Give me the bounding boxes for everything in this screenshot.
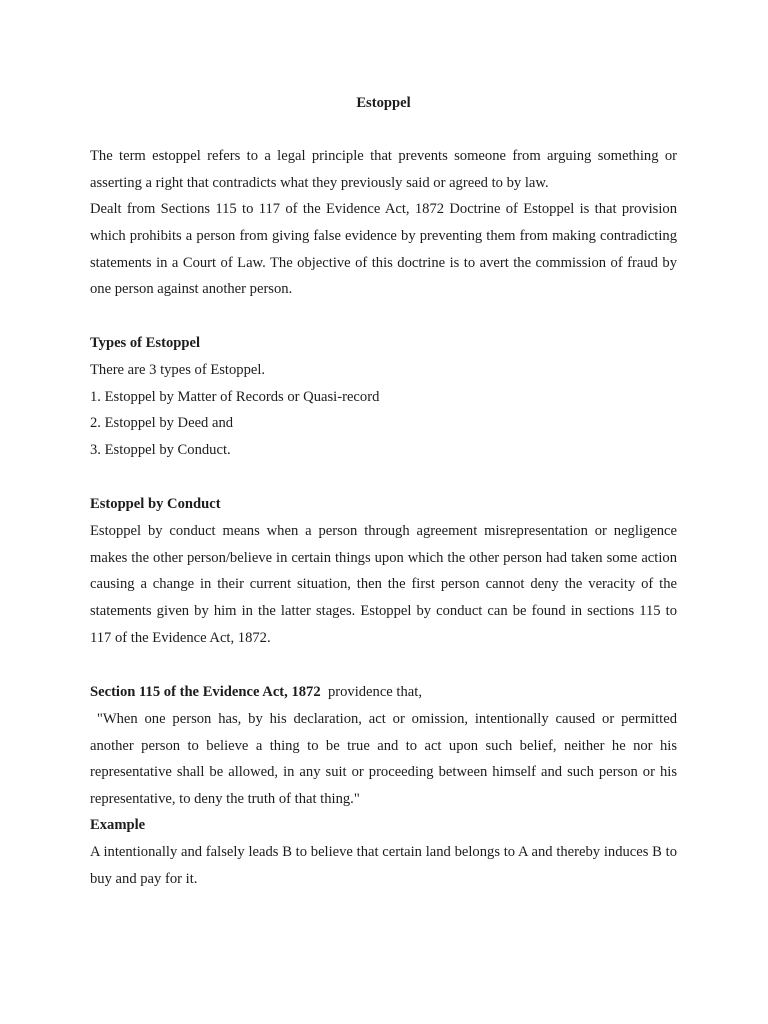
conduct-body: Estoppel by conduct means when a person through agreement misrepresentation or negligence makes the other person/believe in certain things upon which the other person had taken some action causing a change in their current situation, then the first person cannot deny the veracity of the statements given by him in the latter stages. Estoppel by conduct can be found in sections 115 to 117 of the Evidence Act, 1872. <box>90 522 677 646</box>
example-body: A intentionally and falsely leads B to believe that certain land belongs to A and thereby induces B to buy and pay for it. <box>90 843 677 887</box>
types-section <box>90 330 677 464</box>
types-list-item: 3. Estoppel by Conduct. <box>90 442 231 459</box>
example-section <box>90 812 677 892</box>
types-list-item: 2. Estoppel by Deed and <box>90 415 234 432</box>
section115-heading-suffix: providence that, <box>320 684 422 700</box>
section115-section <box>90 679 681 813</box>
intro-paragraph-1: The term estoppel refers to a legal principle that prevents someone from arguing something or asserting a right that contradicts what they previously said or agreed to by law. <box>90 148 677 191</box>
types-list-item: 1. Estoppel by Matter of Records or Quasi-record <box>90 388 380 405</box>
example-heading: Example <box>90 817 146 833</box>
section115-quote: "When one person has, by his declaration, act or omission, intentionally caused or permitted another person to believe a thing to be true and to act upon such belief, neither he nor his representative shall be allowed, in any suit or proceeding between himself and such person or his representative, to deny the truth of that thing." <box>90 710 681 808</box>
section115-heading: Section 115 of the Evidence Act, 1872 <box>90 684 321 700</box>
types-intro: There are 3 types of Estoppel. <box>90 361 266 378</box>
types-heading: Types of Estoppel <box>90 335 201 351</box>
conduct-section <box>90 491 677 652</box>
intro-paragraph-2: Dealt from Sections 115 to 117 of the Evidence Act, 1872 Doctrine of Estoppel is that provision which prohibits a person from giving false evidence by preventing them from making contradicting statements in a Court of Law. The objective of this doctrine is to avert the commission of fraud by one person against another person. <box>90 201 677 298</box>
document-title: Estoppel <box>356 95 411 111</box>
conduct-heading: Estoppel by Conduct <box>90 496 221 512</box>
document-page <box>90 0 681 1024</box>
